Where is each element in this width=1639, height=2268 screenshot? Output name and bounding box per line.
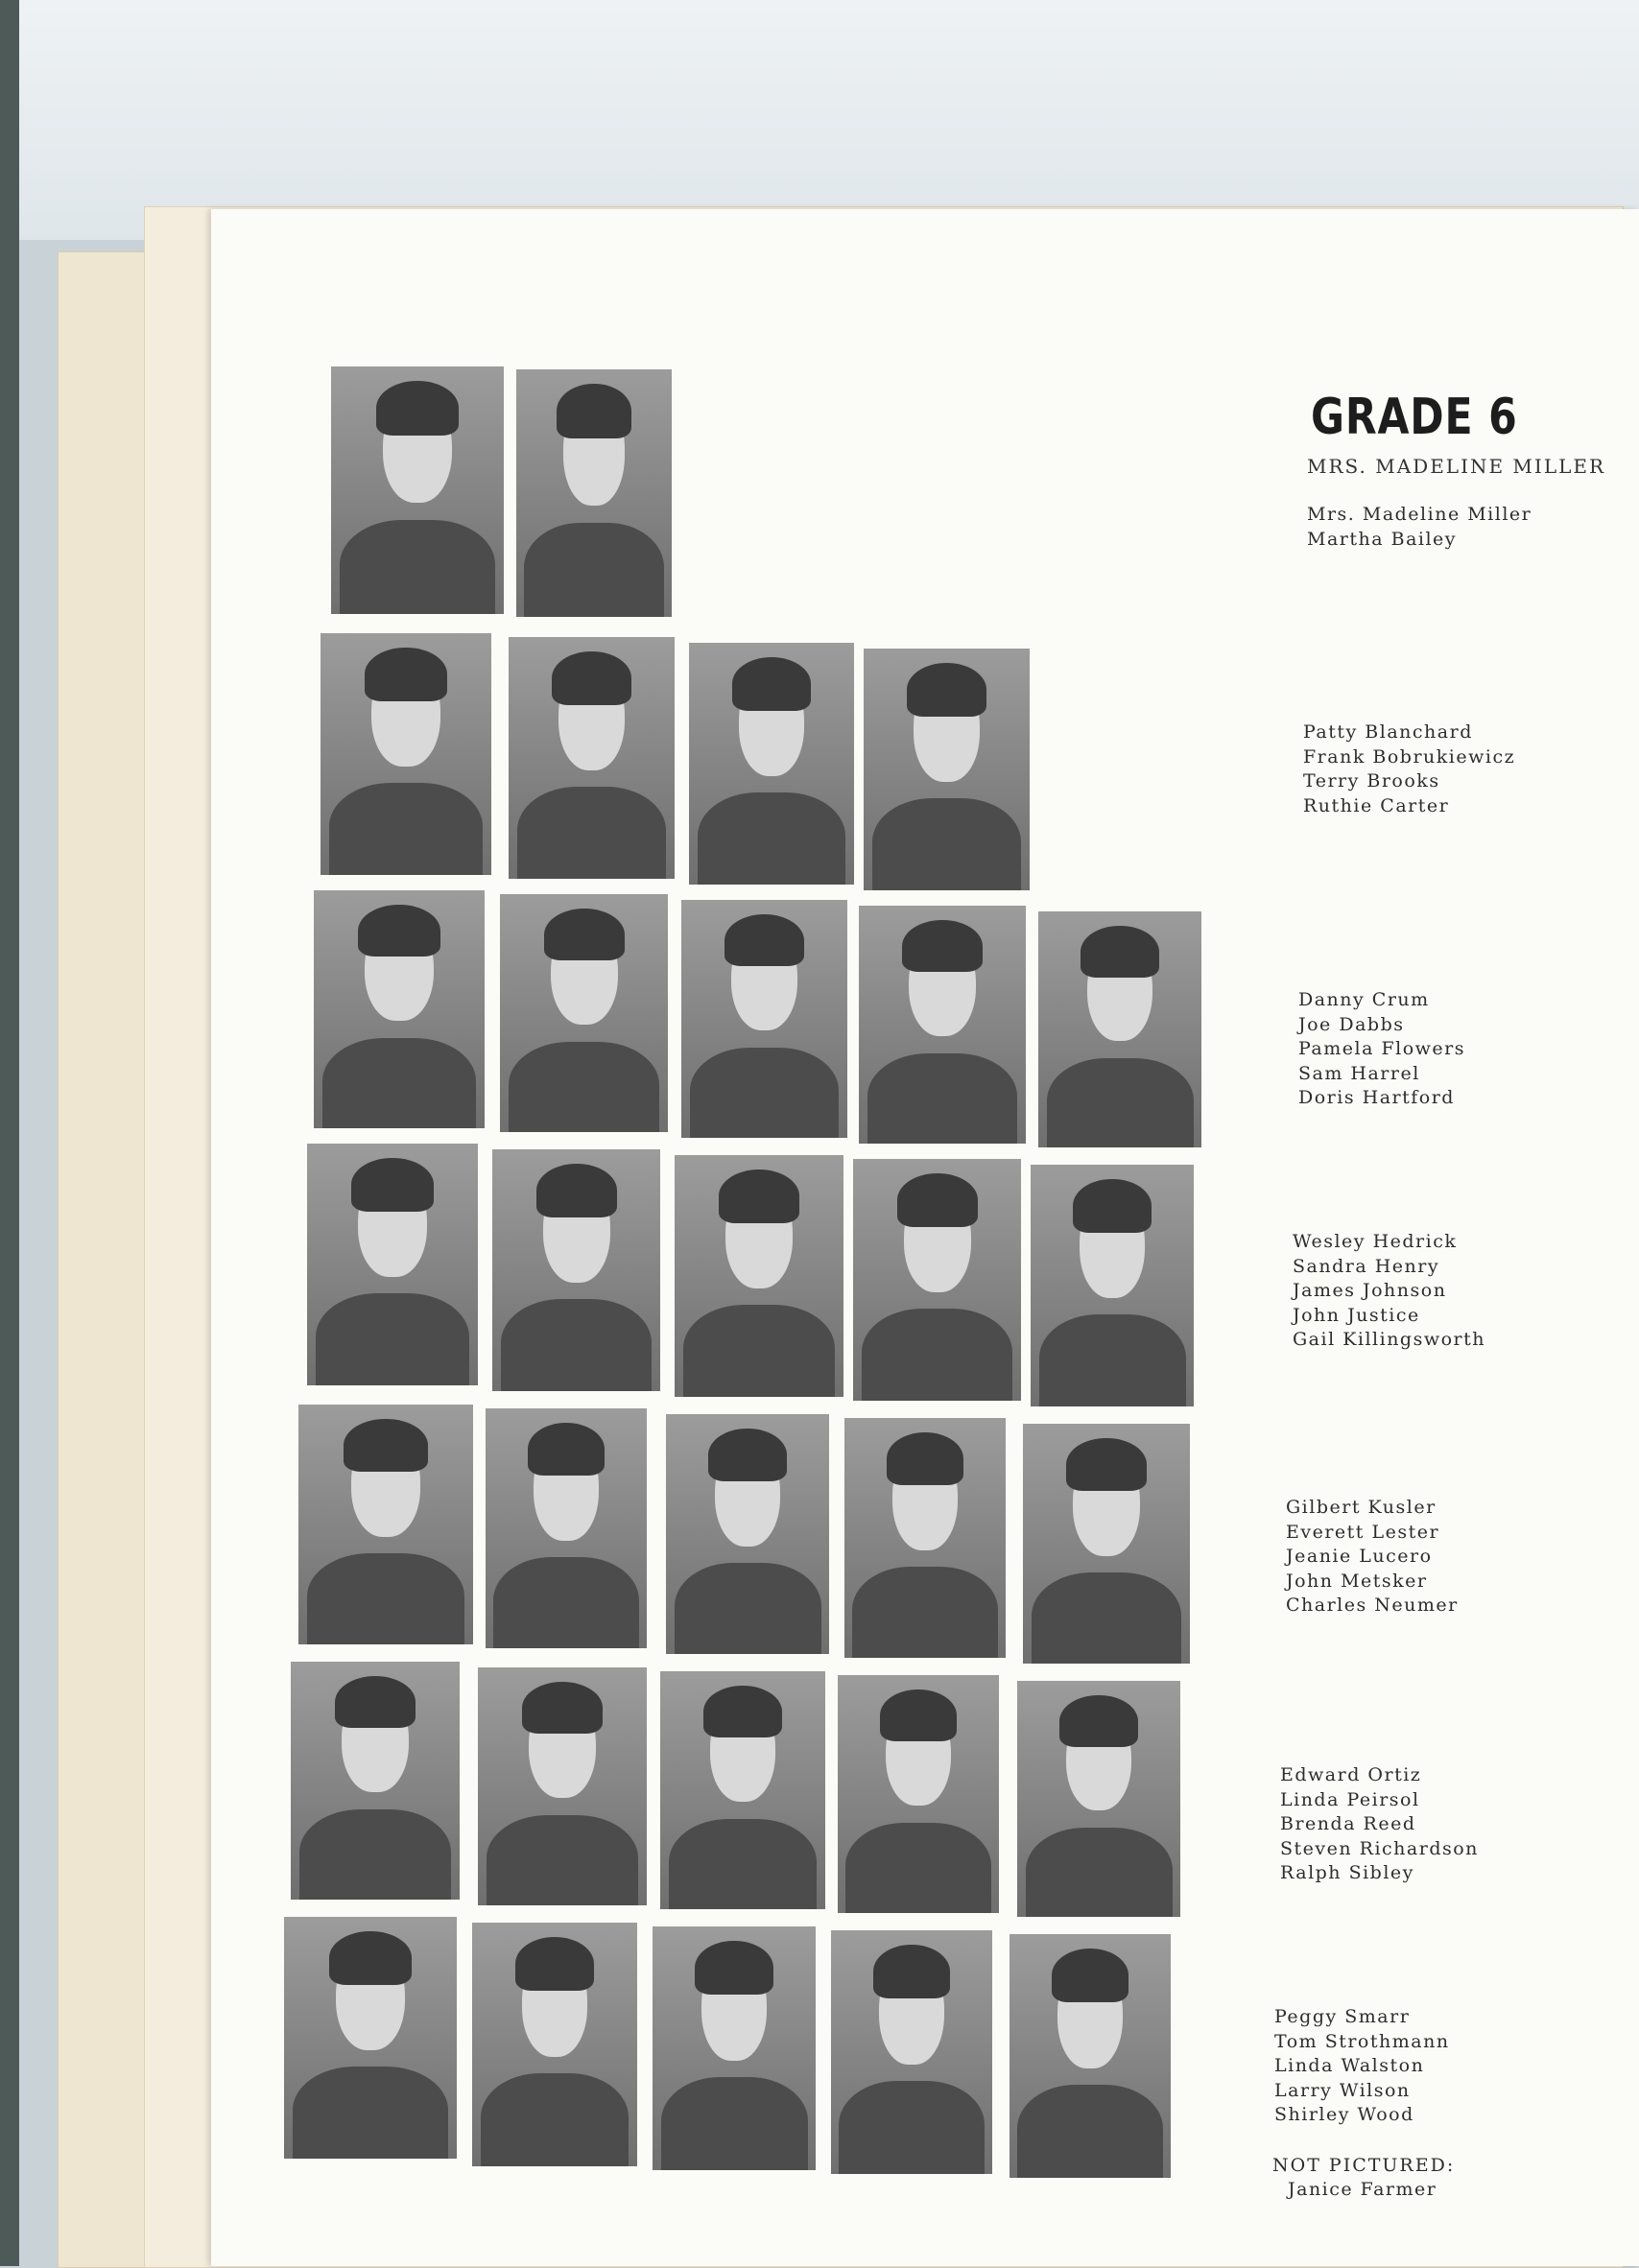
portrait-hair (732, 657, 812, 710)
scanner-edge (0, 0, 19, 2266)
student-name: Terry Brooks (1303, 770, 1440, 791)
row-name-list (1286, 1496, 1459, 1618)
portrait-photo (1017, 1681, 1180, 1917)
portrait-hair (544, 909, 625, 961)
portrait-hair (1066, 1438, 1147, 1491)
portrait-hair (1052, 1949, 1129, 2002)
portrait-hair (528, 1423, 606, 1476)
row-name-list (1307, 503, 1532, 552)
student-name: Doris Hartford (1298, 1087, 1455, 1108)
portrait-photo (689, 643, 854, 885)
student-name: Tom Strothmann (1274, 2030, 1450, 2052)
portrait-body (524, 523, 664, 617)
portrait-hair (695, 1941, 773, 1995)
portrait-hair (897, 1173, 978, 1226)
student-name: Peggy Smarr (1274, 2006, 1411, 2027)
row-name-list (1280, 1763, 1479, 1886)
portrait-photo (492, 1149, 660, 1391)
page-title: GRADE 6 (1311, 389, 1518, 446)
student-name: Larry Wilson (1274, 2079, 1411, 2101)
portrait-photo (1010, 1934, 1171, 2178)
portrait-hair (724, 914, 804, 967)
row-name-list (1303, 721, 1515, 818)
portrait-hair (873, 1945, 951, 1998)
portrait-body (867, 1053, 1018, 1144)
portrait-body (683, 1305, 835, 1397)
scanner-background (0, 0, 1639, 240)
portrait-body (517, 787, 667, 879)
portrait-body (839, 2081, 984, 2174)
portrait-photo (864, 649, 1030, 890)
portrait-photo (478, 1667, 647, 1905)
portrait-body (669, 1819, 818, 1909)
row-name-list (1274, 2005, 1450, 2128)
student-name: Everett Lester (1286, 1521, 1440, 1543)
portrait-photo (1031, 1165, 1194, 1406)
student-name: Gail Killingsworth (1293, 1329, 1486, 1350)
portrait-hair (522, 1682, 603, 1735)
portrait-body (1032, 1572, 1182, 1664)
student-name: Sandra Henry (1293, 1255, 1440, 1277)
portrait-hair (708, 1429, 787, 1481)
portrait-photo (331, 366, 504, 614)
portrait-hair (536, 1164, 617, 1217)
portrait-photo (291, 1662, 460, 1900)
student-name: Danny Crum (1298, 989, 1430, 1010)
student-name: Brenda Reed (1280, 1813, 1416, 1834)
portrait-hair (365, 648, 446, 700)
portrait-hair (1073, 1179, 1152, 1232)
portrait-body (509, 1042, 660, 1132)
portrait-hair (703, 1686, 783, 1738)
portrait-hair (376, 381, 459, 436)
portrait-hair (907, 663, 986, 716)
portrait-body (1039, 1314, 1186, 1406)
student-name: Patty Blanchard (1303, 721, 1473, 743)
portrait-hair (887, 1432, 964, 1485)
portrait-photo (1038, 911, 1201, 1147)
portrait-photo (307, 1144, 478, 1385)
student-name: Pamela Flowers (1298, 1038, 1466, 1059)
portrait-body (862, 1309, 1013, 1401)
portrait-photo (500, 894, 668, 1132)
student-name: Wesley Hedrick (1293, 1231, 1458, 1252)
student-name: Sam Harrel (1298, 1062, 1420, 1084)
portrait-body (329, 783, 483, 875)
portrait-body (481, 2073, 629, 2166)
student-name: Steven Richardson (1280, 1837, 1479, 1859)
portrait-body (698, 792, 846, 885)
portrait-hair (329, 1931, 412, 1984)
not-pictured-name: Janice Farmer (1288, 2179, 1437, 2200)
student-name: John Justice (1293, 1304, 1420, 1326)
portrait-photo (1023, 1424, 1190, 1664)
portrait-photo (516, 369, 672, 617)
portrait-body (340, 520, 495, 614)
student-name: Gilbert Kusler (1286, 1497, 1437, 1518)
portrait-hair (719, 1169, 799, 1222)
portrait-body (487, 1815, 638, 1905)
student-name: Charles Neumer (1286, 1595, 1459, 1616)
student-name: Shirley Wood (1274, 2104, 1414, 2125)
portrait-body (872, 798, 1022, 890)
portrait-photo (838, 1675, 999, 1913)
student-name: Linda Walston (1274, 2055, 1425, 2076)
portrait-body (1047, 1058, 1194, 1147)
portrait-body (293, 2067, 448, 2159)
portrait-photo (653, 1926, 816, 2170)
portrait-body (493, 1557, 638, 1648)
portrait-body (299, 1809, 451, 1900)
portrait-body (690, 1048, 840, 1138)
not-pictured-label: NOT PICTURED: (1272, 2155, 1456, 2176)
portrait-photo (298, 1405, 473, 1644)
portrait-body (1026, 1828, 1173, 1917)
student-name: John Metsker (1286, 1570, 1428, 1592)
portrait-hair (358, 905, 439, 957)
portrait-body (1017, 2085, 1162, 2178)
portrait-photo (314, 890, 485, 1128)
portrait-body (661, 2077, 808, 2170)
student-name: Linda Peirsol (1280, 1788, 1420, 1810)
portrait-hair (557, 384, 631, 438)
portrait-hair (1081, 926, 1159, 978)
student-name: Mrs. Madeline Miller (1307, 504, 1532, 525)
portrait-photo (321, 633, 491, 875)
portrait-photo (681, 900, 847, 1138)
portrait-photo (844, 1418, 1006, 1658)
row-name-list (1298, 988, 1465, 1111)
student-name: Martha Bailey (1307, 528, 1458, 550)
student-name: Ruthie Carter (1303, 794, 1450, 816)
portrait-hair (335, 1676, 416, 1729)
portrait-hair (902, 920, 983, 973)
portrait-hair (515, 1937, 595, 1991)
portrait-photo (853, 1159, 1021, 1401)
portrait-photo (859, 906, 1026, 1144)
portrait-photo (666, 1414, 829, 1654)
portrait-body (307, 1553, 464, 1644)
portrait-photo (284, 1917, 457, 2159)
portrait-body (845, 1823, 990, 1913)
portrait-body (322, 1038, 476, 1128)
portrait-photo (660, 1671, 825, 1909)
student-name: James Johnson (1293, 1280, 1447, 1301)
portrait-body (852, 1567, 997, 1658)
portrait-photo (486, 1408, 647, 1648)
teacher-name: MRS. MADELINE MILLER (1307, 455, 1606, 478)
student-name: Frank Bobrukiewicz (1303, 745, 1516, 768)
portrait-hair (351, 1158, 433, 1211)
portrait-photo (509, 637, 675, 879)
portrait-photo (472, 1923, 637, 2166)
portrait-hair (344, 1419, 427, 1472)
portrait-hair (552, 651, 631, 704)
student-name: Edward Ortiz (1280, 1764, 1422, 1785)
portrait-hair (880, 1689, 958, 1742)
portrait-photo (675, 1155, 843, 1397)
portrait-body (501, 1299, 653, 1391)
portrait-body (675, 1563, 821, 1654)
student-name: Joe Dabbs (1298, 1013, 1405, 1035)
row-name-list (1293, 1230, 1485, 1353)
portrait-body (316, 1293, 469, 1385)
portrait-photo (831, 1930, 992, 2174)
student-name: Jeanie Lucero (1286, 1546, 1433, 1567)
student-name: Ralph Sibley (1280, 1862, 1414, 1883)
portrait-hair (1059, 1695, 1138, 1747)
